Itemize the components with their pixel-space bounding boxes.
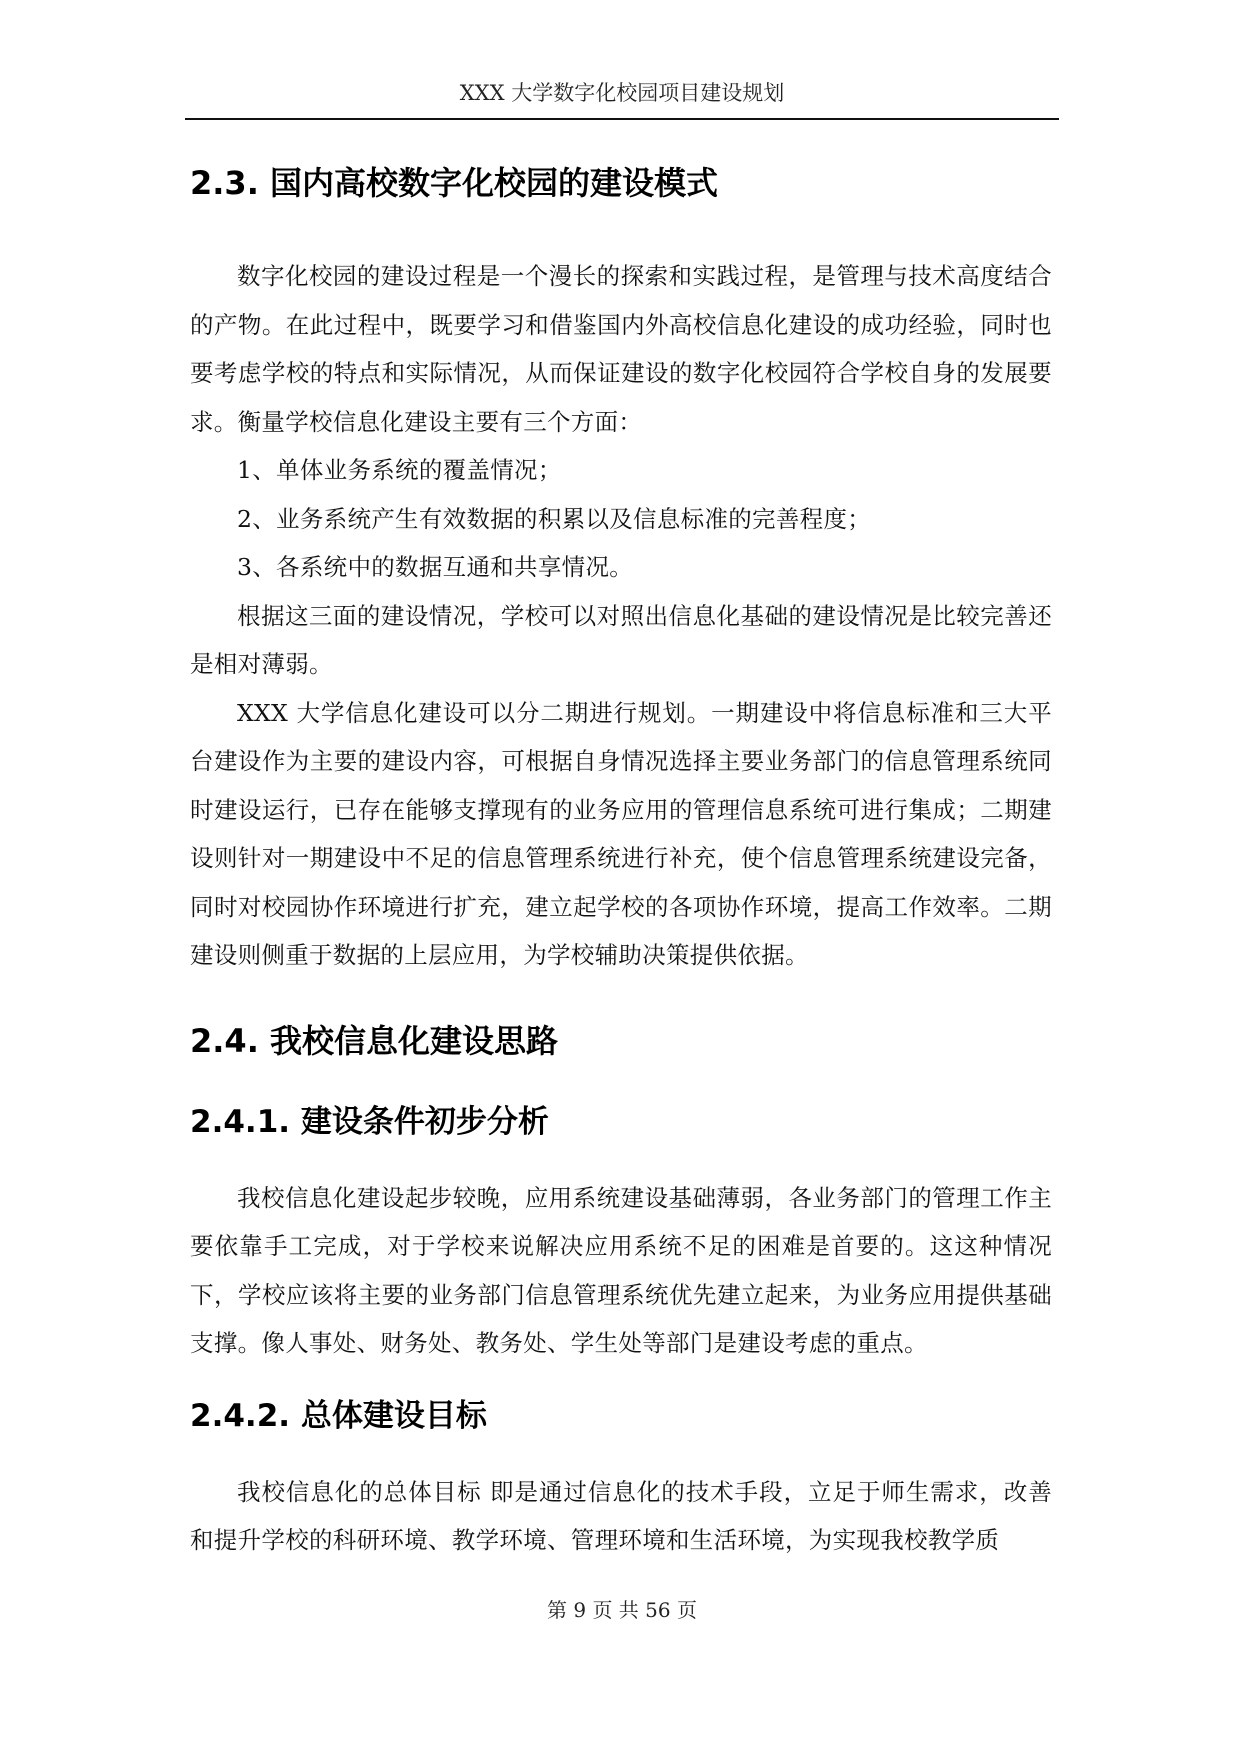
subsection-heading-2-4-1: 2.4.1. 建设条件初步分析 <box>190 1103 549 1140</box>
list-item: 3、各系统中的数据互通和共享情况。 <box>237 553 634 581</box>
body-paragraph: 根据这三面的建设情况，学校可以对照出信息化基础的建设情况是比较完善还是相对薄弱。 <box>190 601 1052 678</box>
body-paragraph: 数字化校园的建设过程是一个漫长的探索和实践过程，是管理与技术高度结合的产物。在此过程中，既要学习和借鉴国内外高校信息化建设的成功经验，同时也要考虑学校的特点和实际情况，从而保证建设的数字化校园符合学校自身的发展要求。衡量学校信息化建设主要有三个方面： <box>190 262 1052 436</box>
page-body <box>190 148 1052 1565</box>
list-item: 1、单体业务系统的覆盖情况； <box>237 456 562 484</box>
page-header: XXX 大学数字化校园项目建设规划 <box>459 81 785 105</box>
page-footer: 第 9 页 共 56 页 <box>547 1598 697 1622</box>
body-paragraph: XXX 大学信息化建设可以分二期进行规划。一期建设中将信息标准和三大平台建设作为主要的建设内容，可根据自身情况选择主要业务部门的信息管理系统同时建设运行，已存在能够支撑现有的业务应用的管理信息系统可进行集成；二期建设则针对一期建设中不足的信息管理系统进行补充，使个信息管理系统建设完备，同时对校园协作环境进行扩充，建立起学校的各项协作环境，提高工作效率。二期建设则侧重于数据的上层应用，为学校辅助决策提供依据。 <box>190 698 1052 969</box>
list-item: 2、业务系统产生有效数据的积累以及信息标准的完善程度； <box>237 504 872 533</box>
section-heading-2-4: 2.4. 我校信息化建设思路 <box>190 1021 558 1060</box>
subsection-heading-2-4-2: 2.4.2. 总体建设目标 <box>190 1397 487 1434</box>
body-paragraph: 我校信息化的总体目标 即是通过信息化的技术手段，立足于师生需求，改善和提升学校的科研环境、教学环境、管理环境和生活环境，为实现我校教学质 <box>190 1477 1052 1554</box>
section-heading-2-3: 2.3. 国内高校数字化校园的建设模式 <box>190 164 718 202</box>
header-rule <box>185 118 1059 120</box>
body-paragraph: 我校信息化建设起步较晚，应用系统建设基础薄弱，各业务部门的管理工作主要依靠手工完成，对于学校来说解决应用系统不足的困难是首要的。这这种情况下，学校应该将主要的业务部门信息管理系统优先建立起来，为业务应用提供基础支撑。像人事处、财务处、教务处、学生处等部门是建设考虑的重点。 <box>190 1183 1052 1357</box>
